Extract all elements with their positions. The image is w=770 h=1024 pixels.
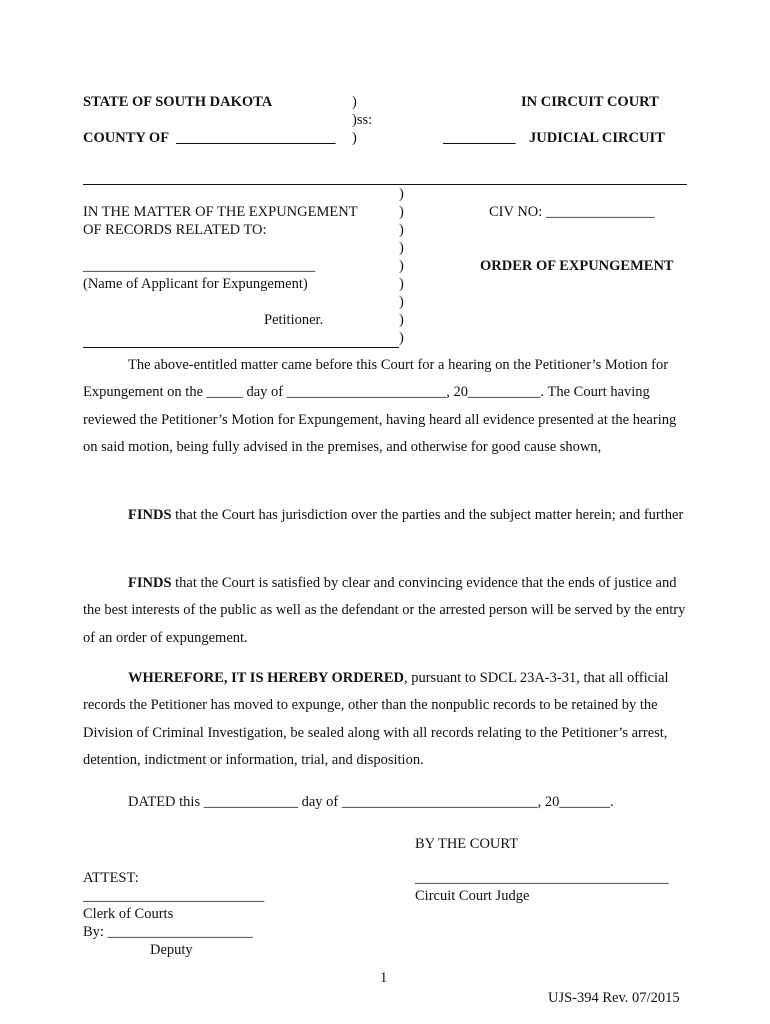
circuit-caption: JUDICIAL CIRCUIT	[529, 130, 665, 146]
finds-text: that the Court has jurisdiction over the parties and the subject matter herein; and further	[171, 507, 684, 523]
dated-line[interactable]: DATED this _____________ day of ___________________________, 20_______.	[128, 794, 614, 810]
finds-paragraph-2	[83, 570, 687, 652]
caption-paren: )	[352, 130, 357, 146]
matter-paren: )	[399, 186, 404, 202]
matter-paren: )	[399, 312, 404, 328]
matter-line-1: IN THE MATTER OF THE EXPUNGEMENT	[83, 204, 358, 220]
order-text: , pursuant to SDCL 23A-3-31, that all official records the Petitioner has moved to expunge, other than the nonpublic records to be retained by the Division of Criminal Investigation, be sealed along with all records relating to the Petitioner’s arrest, detention, indictment or information, trial, and disposition.	[83, 670, 669, 768]
county-label: COUNTY OF	[83, 130, 170, 146]
court-caption: IN CIRCUIT COURT	[521, 94, 659, 110]
intro-text: The above-entitled matter came before this Court for a hearing on the Petitioner’s Motion for Expungement on the _____ day of ______________________, 20__________. The Court having reviewed the Petitioner’s Motion for Expungement, having heard all evidence presented at the hearing on said motion, being fully advised in the premises, and otherwise for good cause shown,	[83, 357, 677, 455]
caption-divider	[83, 184, 687, 185]
finds-lead: FINDS	[128, 507, 172, 523]
deputy-label: Deputy	[150, 942, 193, 958]
judge-signature-line[interactable]: ___________________________________	[415, 870, 669, 886]
matter-paren: )	[399, 276, 404, 292]
finds-lead: FINDS	[128, 575, 172, 591]
matter-paren: )	[399, 204, 404, 220]
deputy-signature-line[interactable]: By: ____________________	[83, 924, 253, 940]
order-title: ORDER OF EXPUNGEMENT	[480, 258, 674, 274]
civ-number[interactable]: CIV NO: _______________	[489, 204, 655, 220]
finds-text: that the Court is satisfied by clear and convincing evidence that the ends of justice and the best interests of the public as well as the defendant or the arrested person will be served by the entry of an order of expungement.	[83, 575, 686, 646]
circuit-blank[interactable]: __________	[443, 130, 516, 146]
caption-paren: )	[352, 94, 357, 110]
matter-line-2: OF RECORDS RELATED TO:	[83, 222, 267, 238]
form-number: UJS-394 Rev. 07/2015	[548, 990, 680, 1006]
finds-paragraph-1	[83, 502, 687, 529]
matter-paren: )	[399, 222, 404, 238]
attest-label: ATTEST:	[83, 870, 139, 886]
applicant-label: (Name of Applicant for Expungement)	[83, 276, 308, 292]
matter-paren: )	[399, 258, 404, 274]
applicant-blank[interactable]: ________________________________	[83, 258, 315, 274]
clerk-signature-line[interactable]: _________________________	[83, 888, 265, 904]
state-caption: STATE OF SOUTH DAKOTA	[83, 94, 273, 110]
judge-label: Circuit Court Judge	[415, 888, 530, 904]
page-number: 1	[380, 970, 388, 986]
matter-paren: )	[399, 294, 404, 310]
matter-divider	[83, 347, 399, 348]
order-paragraph	[83, 665, 687, 774]
matter-paren: )	[399, 330, 404, 346]
petitioner-label: Petitioner.	[264, 312, 324, 328]
county-blank[interactable]: ______________________	[176, 130, 336, 146]
intro-paragraph	[83, 352, 687, 461]
matter-paren: )	[399, 240, 404, 256]
order-lead: WHEREFORE, IT IS HEREBY ORDERED	[128, 670, 404, 686]
clerk-label: Clerk of Courts	[83, 906, 174, 922]
ss-marker: )ss:	[352, 112, 373, 128]
by-the-court: BY THE COURT	[415, 836, 519, 852]
